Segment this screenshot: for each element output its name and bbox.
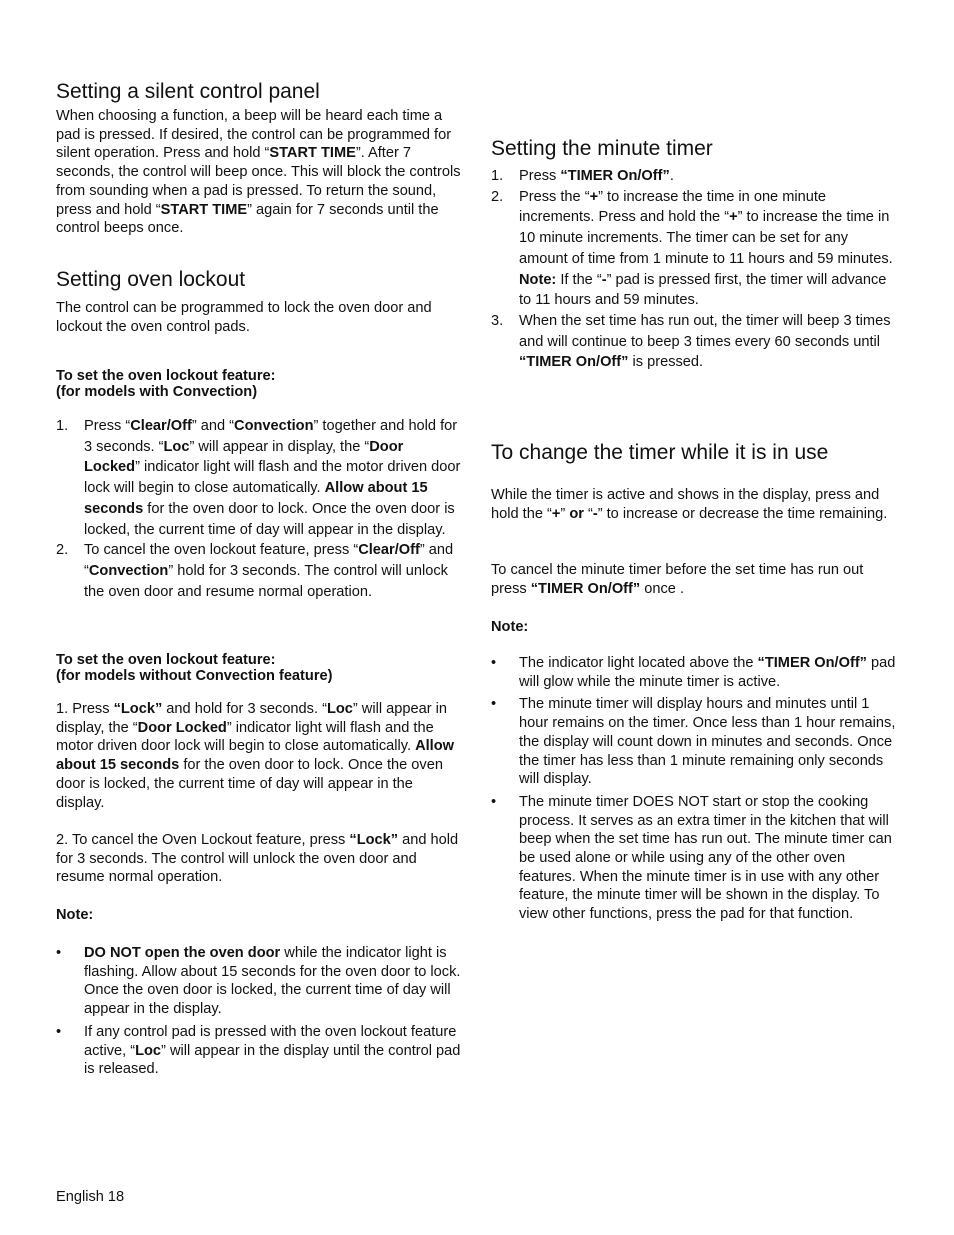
bold-text: Allow about 15 seconds: [56, 738, 454, 774]
bold-text: Loc: [326, 701, 353, 717]
bold-text: Clear/Off: [130, 418, 192, 434]
text-run: Press the “: [519, 188, 590, 205]
bold-text: Door Locked: [137, 719, 227, 736]
note-bullet-item: [491, 793, 896, 924]
heading-silent-control-panel: Setting a silent control panel: [56, 80, 320, 103]
lockout-note-label: Note:: [56, 907, 94, 923]
bullet-glyph: •: [491, 696, 497, 713]
text-run: The minute timer will display hours and minutes until 1 hour remains on the timer. Once less than 1 hour remains, the display will count down in minutes and seconds. Once the timer has less than 1 minute remaining only seconds will display.: [519, 696, 896, 788]
bullet-glyph: •: [491, 655, 497, 671]
step-item: [491, 166, 896, 187]
note-bullet-item: [491, 695, 896, 789]
text-run: ” and “: [84, 542, 454, 579]
text-run: ” pad is pressed first, the timer will advance to 11 hours and 59 minutes.: [519, 271, 887, 309]
bold-text: -: [601, 271, 607, 288]
text-run: Press “: [84, 418, 131, 434]
text-run: Press: [519, 168, 561, 184]
bold-text: “TIMER On/Off”: [560, 168, 670, 184]
silent-panel-body: [56, 107, 462, 238]
bold-text: START TIME: [160, 201, 248, 218]
step-number: 2.: [491, 188, 504, 205]
heading-change-timer: To change the timer while it is in use: [491, 441, 829, 464]
text-run: ” indicator light will flash and the motor driven door lock will begin to close automatically.: [56, 719, 434, 755]
bold-text: START TIME: [269, 145, 356, 162]
no-convection-step-1: [56, 700, 462, 812]
text-run: To cancel the oven lockout feature, press “: [84, 542, 359, 559]
text-run: .: [669, 168, 674, 184]
text-run: ” to increase the time in one minute increments. Press and hold the “: [519, 188, 827, 226]
no-convection-step-2: [56, 831, 462, 887]
text-run: and hold for 3 seconds. The control will unlock the oven door and resume normal operation.: [56, 832, 459, 886]
bold-text: +: [551, 505, 561, 522]
text-run: ” indicator light will flash and the motor driven door lock will begin to close automatically.: [84, 459, 461, 497]
text-run: and hold for 3 seconds. “: [162, 701, 327, 717]
bold-text: “TIMER On/Off”: [519, 354, 629, 371]
step-item: [56, 540, 462, 602]
text-run: ” and “: [191, 418, 235, 434]
change-timer-p2: [491, 561, 896, 598]
bold-text: “TIMER On/Off”: [757, 655, 867, 671]
step-number: 1.: [491, 168, 504, 184]
bold-text: Allow about 15 seconds: [84, 480, 428, 517]
text-run: If the “: [556, 271, 602, 288]
bold-text: “TIMER On/Off”: [530, 580, 641, 597]
lockout-intro: The control can be programmed to lock the oven door and lockout the oven control pads.: [56, 300, 432, 335]
bold-text: Convection: [234, 418, 314, 434]
text-run: 1. Press: [56, 701, 114, 717]
text-run: ” will appear in display, the “: [189, 438, 370, 455]
bold-text: “Lock”: [349, 832, 399, 848]
timer-notes: [491, 654, 896, 928]
text-run: ” again for 7 seconds until the control beeps once.: [56, 201, 439, 237]
text-run: 2. To cancel the Oven Lockout feature, press: [56, 832, 350, 848]
note-bullet-item: [491, 654, 896, 691]
step-item: [491, 187, 896, 311]
text-run: The minute timer DOES NOT start or stop the cooking process. It serves as an extra timer in the kitchen that will beep when the set time has run out. The minute timer can be used alone or while using any of the other oven features. When the minute timer is in use with any other feature, the minute timer will be shown in the display. To view other functions, press the pad for that function.: [519, 793, 892, 923]
subheading-no-convection: To set the oven lockout feature: (for models without Convection feature): [56, 652, 333, 684]
bold-text: “Lock”: [113, 701, 163, 717]
bold-text: Door Locked: [84, 438, 404, 476]
bold-text: DO NOT open the oven door: [84, 945, 281, 961]
text-run: ”. After 7 seconds, the control will beep once. This will block the controls from sounding when a pad is pressed. To return the sound, press and hold “: [56, 145, 461, 218]
change-timer-p1: [491, 486, 896, 523]
timer-steps: [491, 166, 896, 373]
text-run: The indicator light located above the: [519, 655, 758, 671]
text-run: “: [583, 505, 593, 522]
step-number: 3.: [491, 312, 504, 329]
bullet-glyph: •: [56, 945, 62, 961]
bold-text: Loc: [163, 438, 190, 455]
bold-text: or: [569, 505, 584, 522]
convection-steps: [56, 416, 462, 602]
bold-text: Loc: [135, 1042, 162, 1059]
text-run: pad will glow while the minute timer is active.: [519, 655, 896, 690]
text-run: for the oven door to lock. Once the oven door is locked, the current time of day will appear in the display.: [84, 500, 455, 538]
text-run: When the set time has run out, the timer will beep 3 times and will continue to beep 3 times every 60 seconds until: [519, 312, 891, 350]
bold-text: Clear/Off: [358, 542, 420, 559]
page-footer: English 18: [56, 1189, 125, 1205]
bold-text: -: [592, 505, 598, 522]
heading-oven-lockout: Setting oven lockout: [56, 268, 246, 291]
text-run: When choosing a function, a beep will be heard each time a pad is pressed. If desired, the control can be programmed for silent operation. Press and hold “: [56, 108, 452, 162]
bold-text: +: [589, 188, 599, 205]
text-run: ” to increase or decrease the time remaining.: [597, 505, 888, 522]
bold-text: Convection: [88, 562, 169, 579]
step-item: [491, 311, 896, 373]
lockout-notes: [56, 944, 462, 1083]
step-number: 2.: [56, 542, 69, 559]
heading-minute-timer: Setting the minute timer: [491, 137, 713, 160]
text-run: is pressed.: [628, 354, 704, 371]
text-run: ” will appear in the display until the control pad is released.: [84, 1042, 461, 1078]
text-run: while the indicator light is flashing. Allow about 15 seconds for the oven door to lock. Once the oven door is locked, the current time of day will appear in the display.: [84, 945, 461, 1018]
text-run: ” to increase the time in 10 minute increments. The timer can be set for any amount of time from 1 minute to 11 hours and 59 minutes.: [519, 209, 893, 267]
note-bullet-item: [56, 1023, 462, 1079]
text-run: ”: [560, 505, 570, 522]
text-run: While the timer is active and shows in the display, press and hold the “: [491, 487, 880, 522]
text-run: ” together and hold for 3 seconds. “: [84, 418, 458, 455]
bullet-glyph: •: [491, 793, 497, 810]
bold-text: +: [729, 209, 738, 226]
text-run: If any control pad is pressed with the oven lockout feature active, “: [84, 1023, 457, 1059]
step-number: 1.: [56, 418, 69, 434]
timer-note-label: Note:: [491, 619, 529, 635]
text-run: To cancel the minute timer before the set time has run out press: [491, 562, 864, 597]
bullet-glyph: •: [56, 1023, 62, 1040]
text-run: ” hold for 3 seconds. The control will unlock the oven door and resume normal operation.: [84, 562, 448, 600]
text-run: for the oven door to lock. Once the oven door is locked, the current time of day will appear in the display.: [56, 757, 443, 811]
bold-text: Note:: [519, 271, 557, 288]
note-bullet-item: [56, 944, 462, 1019]
text-run: ” will appear in display, the “: [56, 701, 447, 736]
text-run: once .: [640, 580, 685, 597]
subheading-convection: To set the oven lockout feature: (for models with Convection): [56, 368, 276, 400]
step-item: [56, 416, 462, 540]
